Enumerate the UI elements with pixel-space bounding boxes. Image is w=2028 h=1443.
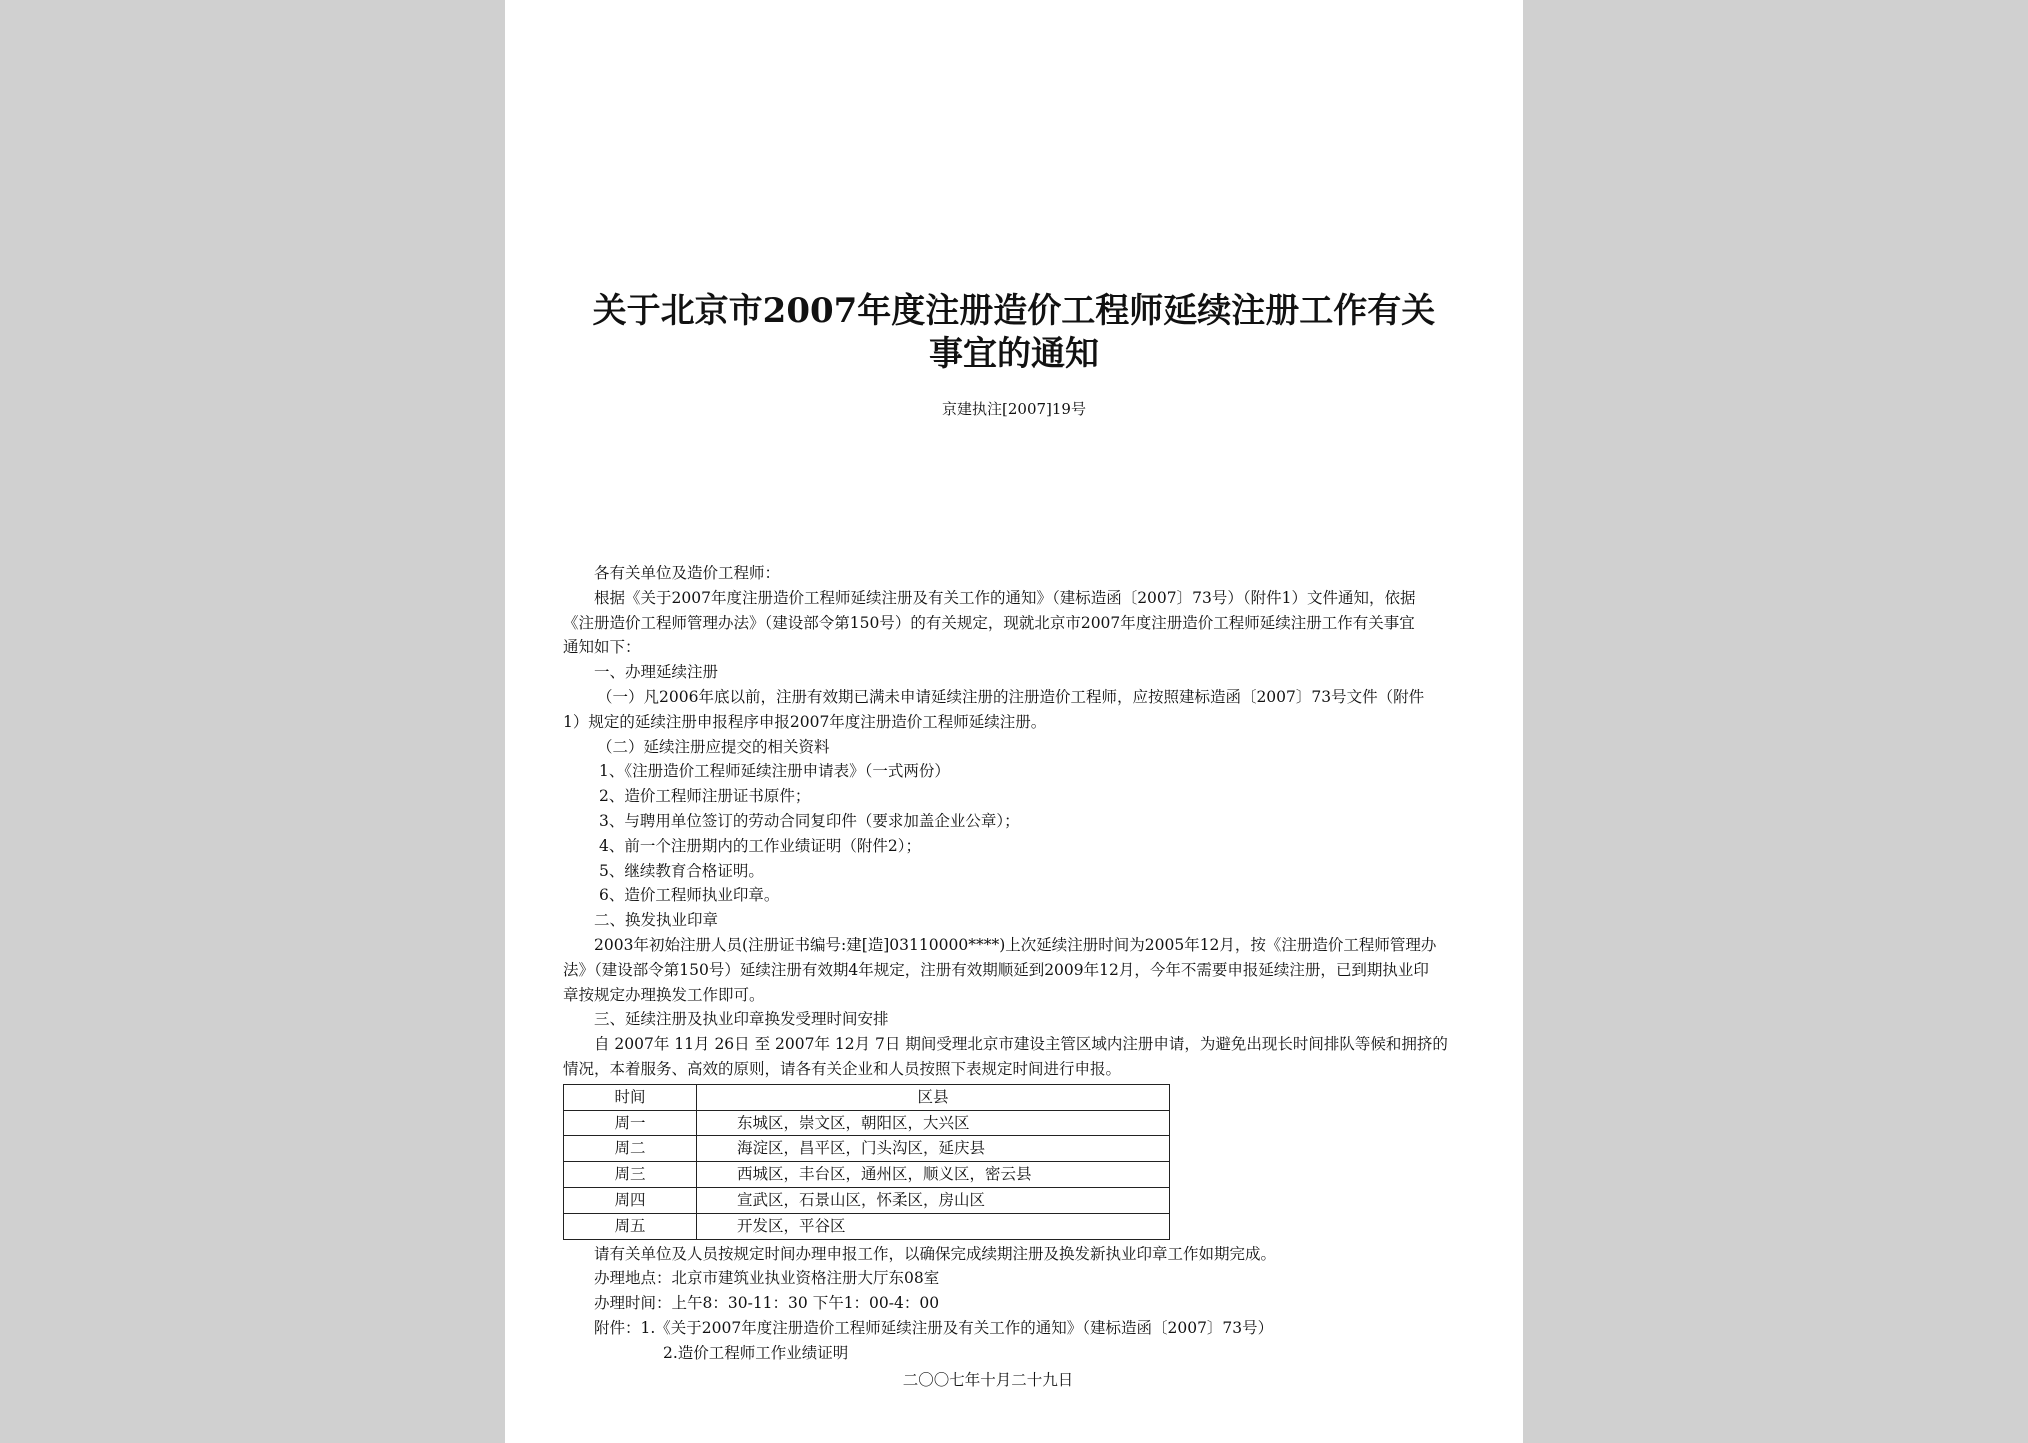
document-page: [505, 0, 1523, 1443]
intro-line-3: 通知如下：: [563, 638, 641, 657]
document-date: 二〇〇七年十月二十九日: [902, 1370, 1074, 1389]
schedule-districts: 西城区，丰台区，通州区，顺义区，密云县: [697, 1162, 1170, 1188]
section-3-line-1: 自 2007年 11月 26日 至 2007年 12月 7日 期间受理北京市建设主管区域内注册申请，为避免出现长时间排队等候和拥挤的: [594, 1035, 1448, 1054]
attachment-2: 2.造价工程师工作业绩证明: [663, 1343, 849, 1362]
section-2-line-1: 2003年初始注册人员(注册证书编号:建[造]03110000****)上次延续注册时间为2005年12月，按《注册造价工程师管理办: [594, 935, 1437, 954]
schedule-day: 周四: [564, 1187, 697, 1213]
section-3-title: 三、延续注册及执业印章换发受理时间安排: [594, 1010, 889, 1029]
schedule-districts: 东城区，崇文区，朝阳区，大兴区: [697, 1110, 1170, 1136]
intro-line-2: 《注册造价工程师管理办法》（建设部令第150号）的有关规定，现就北京市2007年度注册造价工程师延续注册工作有关事宜: [563, 613, 1415, 632]
salutation: 各有关单位及造价工程师：: [594, 564, 781, 582]
schedule-day: 周一: [564, 1110, 697, 1136]
schedule-header-row: [564, 1084, 1170, 1110]
schedule-row: [564, 1136, 1170, 1162]
schedule-table: [563, 1084, 1170, 1240]
document-number: 京建执注[2007]19号: [942, 400, 1086, 418]
hours-text: 办理时间：上午8：30-11：30 下午1：00-4：00: [594, 1294, 940, 1313]
attachment-1: 附件：1.《关于2007年度注册造价工程师延续注册及有关工作的通知》（建标造函〔2007〕73号）: [594, 1318, 1274, 1337]
section-2-line-2: 法》（建设部令第150号）延续注册有效期4年规定，注册有效期顺延到2009年12月，今年不需要申报延续注册，已到期执业印: [563, 960, 1429, 979]
schedule-districts: 开发区，平谷区: [697, 1213, 1170, 1239]
schedule-districts: 宣武区，石景山区，怀柔区，房山区: [697, 1187, 1170, 1213]
section-1-item-2-title: （二）延续注册应提交的相关资料: [597, 737, 830, 756]
schedule-day: 周二: [564, 1136, 697, 1162]
schedule-header-district: 区县: [697, 1084, 1170, 1110]
section-1-item-1-line-2: 1）规定的延续注册申报程序申报2007年度注册造价工程师延续注册。: [563, 712, 1047, 731]
schedule-row: [564, 1187, 1170, 1213]
material-item-6: 6、造价工程师执业印章。: [599, 886, 780, 905]
document-body: [563, 561, 1473, 1392]
schedule-districts: 海淀区，昌平区，门头沟区，延庆县: [697, 1136, 1170, 1162]
schedule-day: 周五: [564, 1213, 697, 1239]
location-text: 办理地点：北京市建筑业执业资格注册大厅东08室: [594, 1269, 940, 1288]
schedule-row: [564, 1110, 1170, 1136]
material-item-3: 3、与聘用单位签订的劳动合同复印件（要求加盖企业公章）；: [599, 811, 1020, 830]
title-line-2: 事宜的通知: [929, 334, 1099, 374]
schedule-row: [564, 1162, 1170, 1188]
material-item-5: 5、继续教育合格证明。: [599, 861, 764, 880]
title-line-1: 关于北京市2007年度注册造价工程师延续注册工作有关: [592, 291, 1436, 331]
schedule-row: [564, 1213, 1170, 1239]
schedule-header-time: 时间: [564, 1084, 697, 1110]
material-item-1: 1、《注册造价工程师延续注册申请表》（一式两份）: [599, 762, 950, 781]
schedule-day: 周三: [564, 1162, 697, 1188]
section-2-title: 二、换发执业印章: [594, 911, 719, 930]
material-item-4: 4、前一个注册期内的工作业绩证明（附件2）；: [599, 836, 921, 855]
section-1-item-1-line-1: （一）凡2006年底以前，注册有效期已满未申请延续注册的注册造价工程师，应按照建标造函〔2007〕73号文件（附件: [597, 687, 1425, 706]
document-title: [505, 290, 1523, 376]
material-item-2: 2、造价工程师注册证书原件；: [599, 787, 811, 806]
closing-text: 请有关单位及人员按规定时间办理申报工作，以确保完成续期注册及换发新执业印章工作如期完成。: [594, 1244, 1277, 1263]
section-2-line-3: 章按规定办理换发工作即可。: [563, 985, 765, 1004]
section-1-title: 一、办理延续注册: [594, 663, 719, 682]
intro-line-1: 根据《关于2007年度注册造价工程师延续注册及有关工作的通知》（建标造函〔2007〕73号）（附件1）文件通知，依据: [594, 588, 1416, 607]
section-3-line-2: 情况，本着服务、高效的原则，请各有关企业和人员按照下表规定时间进行申报。: [563, 1059, 1122, 1078]
